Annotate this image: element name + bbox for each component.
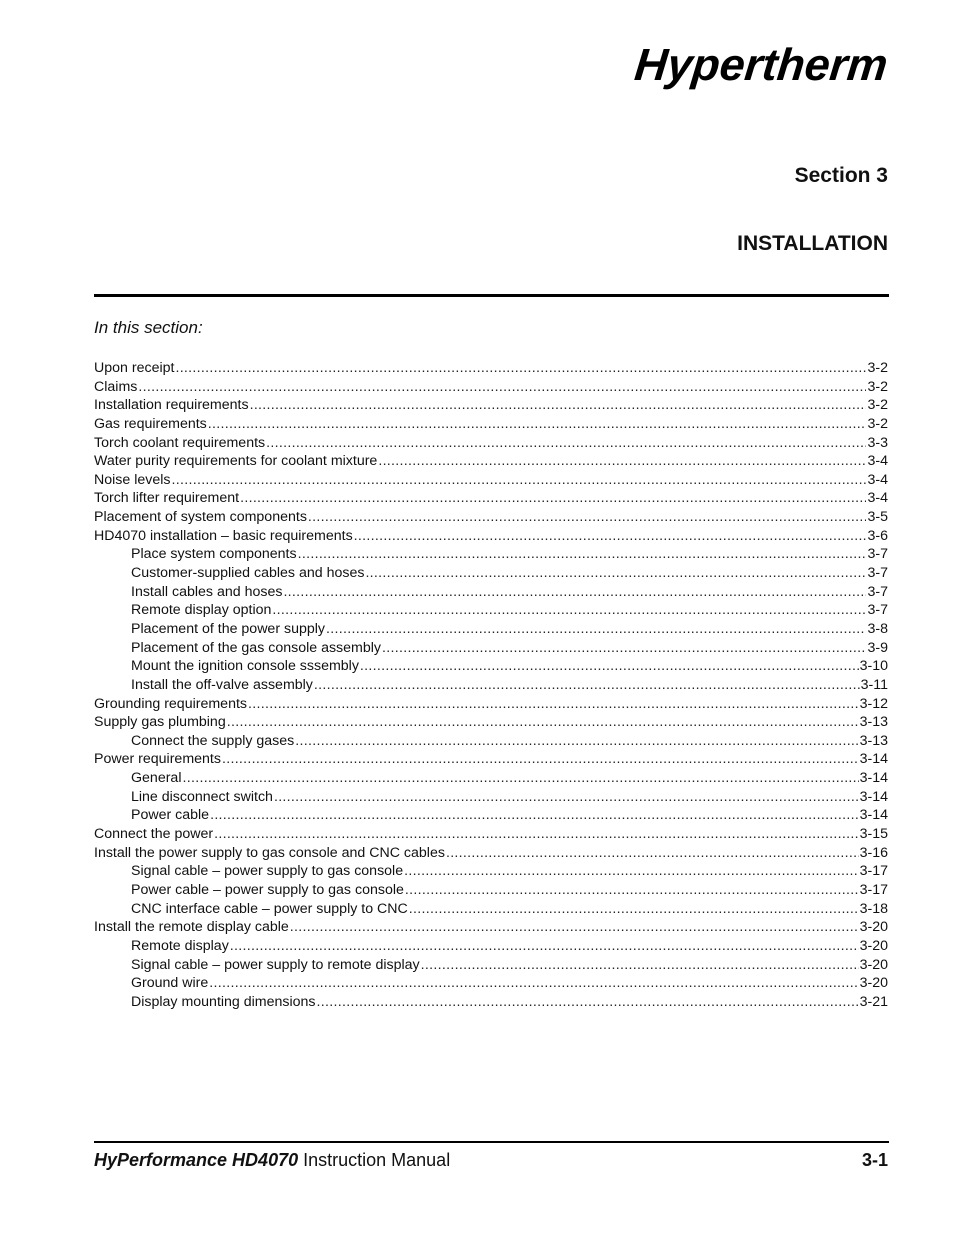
toc-dot-leader bbox=[214, 825, 859, 844]
toc-entry-title: Torch lifter requirement bbox=[94, 490, 240, 507]
toc-entry-title: Signal cable – power supply to gas console bbox=[131, 863, 404, 880]
toc-entry-title: Placement of the gas console assembly bbox=[131, 639, 381, 656]
toc-entry-title: CNC interface cable – power supply to CNC bbox=[131, 900, 408, 917]
toc-dot-leader bbox=[182, 769, 858, 788]
header-divider bbox=[94, 294, 889, 297]
toc-entry-page: 3-16 bbox=[859, 844, 888, 861]
toc-dot-leader bbox=[409, 900, 859, 919]
toc-entry-page: 3-7 bbox=[867, 565, 888, 582]
toc-entry-title: Signal cable – power supply to remote display bbox=[131, 956, 420, 973]
toc-entry-title: Display mounting dimensions bbox=[131, 993, 316, 1010]
toc-dot-leader bbox=[290, 918, 859, 937]
toc-dot-leader bbox=[446, 844, 859, 863]
toc-entry-page: 3-2 bbox=[867, 378, 888, 395]
toc-entry-page: 3-17 bbox=[859, 863, 888, 880]
toc-entry-title: Power cable – power supply to gas console bbox=[131, 881, 404, 898]
toc-dot-leader bbox=[378, 452, 866, 471]
toc-entry-page: 3-4 bbox=[867, 490, 888, 507]
toc-entry-title: Grounding requirements bbox=[94, 695, 247, 712]
table-of-contents bbox=[94, 359, 888, 1011]
toc-entry[interactable] bbox=[94, 918, 888, 937]
toc-entry-page: 3-10 bbox=[859, 658, 888, 675]
toc-dot-leader bbox=[272, 601, 866, 620]
toc-entry[interactable] bbox=[94, 657, 888, 676]
toc-entry[interactable] bbox=[94, 956, 888, 975]
toc-entry[interactable] bbox=[94, 545, 888, 564]
toc-entry-title: Connect the power bbox=[94, 826, 214, 843]
toc-entry[interactable] bbox=[94, 601, 888, 620]
toc-entry-title: Line disconnect switch bbox=[131, 788, 273, 805]
toc-entry-page: 3-14 bbox=[859, 788, 888, 805]
toc-dot-leader bbox=[405, 881, 859, 900]
toc-entry-title: Install the off-valve assembly bbox=[131, 676, 313, 693]
toc-entry[interactable] bbox=[94, 583, 888, 602]
toc-dot-leader bbox=[240, 489, 866, 508]
toc-dot-leader bbox=[175, 359, 866, 378]
toc-entry-page: 3-4 bbox=[867, 471, 888, 488]
toc-entry-title: Placement of the power supply bbox=[131, 620, 326, 637]
toc-entry-title: Supply gas plumbing bbox=[94, 714, 226, 731]
toc-entry-page: 3-20 bbox=[859, 975, 888, 992]
toc-dot-leader bbox=[295, 732, 858, 751]
toc-dot-leader bbox=[421, 956, 859, 975]
toc-dot-leader bbox=[314, 676, 860, 695]
toc-dot-leader bbox=[138, 378, 866, 397]
toc-entry-page: 3-4 bbox=[867, 453, 888, 470]
toc-entry[interactable] bbox=[94, 471, 888, 490]
footer-manual-label: Instruction Manual bbox=[298, 1150, 451, 1170]
toc-entry-title: Water purity requirements for coolant mixture bbox=[94, 453, 378, 470]
toc-entry[interactable] bbox=[94, 359, 888, 378]
toc-entry-page: 3-9 bbox=[867, 639, 888, 656]
toc-entry[interactable] bbox=[94, 937, 888, 956]
toc-dot-leader bbox=[404, 862, 858, 881]
toc-dot-leader bbox=[248, 695, 859, 714]
toc-entry[interactable] bbox=[94, 508, 888, 527]
toc-dot-leader bbox=[172, 471, 867, 490]
toc-dot-leader bbox=[230, 937, 859, 956]
toc-dot-leader bbox=[208, 415, 867, 434]
toc-entry[interactable] bbox=[94, 415, 888, 434]
toc-entry-title: Customer-supplied cables and hoses bbox=[131, 565, 365, 582]
chapter-title: INSTALLATION bbox=[737, 232, 888, 255]
toc-dot-leader bbox=[250, 396, 867, 415]
toc-entry[interactable] bbox=[94, 396, 888, 415]
toc-dot-leader bbox=[210, 806, 859, 825]
toc-dot-leader bbox=[326, 620, 866, 639]
toc-entry-title: Ground wire bbox=[131, 975, 209, 992]
toc-dot-leader bbox=[209, 974, 858, 993]
toc-entry[interactable] bbox=[94, 639, 888, 658]
toc-entry[interactable] bbox=[94, 620, 888, 639]
toc-entry-page: 3-3 bbox=[867, 434, 888, 451]
toc-entry-title: Install the power supply to gas console and CNC cables bbox=[94, 844, 445, 861]
toc-entry[interactable] bbox=[94, 862, 888, 881]
toc-dot-leader bbox=[382, 639, 866, 658]
toc-entry-page: 3-7 bbox=[867, 546, 888, 563]
toc-entry[interactable] bbox=[94, 489, 888, 508]
toc-entry[interactable] bbox=[94, 676, 888, 695]
toc-entry-page: 3-2 bbox=[867, 360, 888, 376]
toc-dot-leader bbox=[308, 508, 867, 527]
toc-entry-title: Upon receipt bbox=[94, 360, 175, 376]
toc-entry-page: 3-14 bbox=[859, 770, 888, 787]
toc-dot-leader bbox=[222, 750, 859, 769]
toc-entry-title: Install cables and hoses bbox=[131, 583, 283, 600]
footer-page-number: 3-1 bbox=[861, 1150, 888, 1170]
toc-entry-title: Power requirements bbox=[94, 751, 221, 768]
toc-entry-page: 3-21 bbox=[859, 993, 888, 1010]
section-number: Section 3 bbox=[794, 164, 888, 187]
toc-entry-page: 3-5 bbox=[867, 509, 888, 526]
toc-entry[interactable] bbox=[94, 993, 888, 1012]
toc-dot-leader bbox=[317, 993, 859, 1012]
toc-entry-title: General bbox=[131, 770, 182, 787]
toc-entry[interactable] bbox=[94, 695, 888, 714]
toc-entry-title: Connect the supply gases bbox=[131, 732, 295, 749]
toc-entry-title: Mount the ignition console sssembly bbox=[131, 658, 359, 675]
toc-entry[interactable] bbox=[94, 769, 888, 788]
toc-entry-page: 3-20 bbox=[859, 956, 888, 973]
toc-entry-page: 3-11 bbox=[860, 676, 888, 693]
toc-entry-title: Gas requirements bbox=[94, 415, 207, 432]
toc-entry-title: Power cable bbox=[131, 807, 210, 824]
toc-dot-leader bbox=[360, 657, 859, 676]
toc-entry-page: 3-13 bbox=[859, 714, 888, 731]
toc-entry-page: 3-20 bbox=[859, 937, 888, 954]
toc-entry[interactable] bbox=[94, 806, 888, 825]
footer-product-name: HyPerformance HD4070 bbox=[94, 1150, 299, 1170]
toc-entry[interactable] bbox=[94, 881, 888, 900]
toc-entry[interactable] bbox=[94, 844, 888, 863]
toc-entry-title: Installation requirements bbox=[94, 397, 249, 414]
toc-entry[interactable] bbox=[94, 527, 888, 546]
toc-entry-page: 3-13 bbox=[859, 732, 888, 749]
toc-entry-title: Install the remote display cable bbox=[94, 919, 289, 936]
toc-entry-title: Place system components bbox=[131, 546, 297, 563]
toc-entry-title: HD4070 installation – basic requirements bbox=[94, 527, 353, 544]
footer-manual-title bbox=[94, 1150, 450, 1171]
toc-entry[interactable] bbox=[94, 825, 888, 844]
toc-entry-page: 3-7 bbox=[867, 602, 888, 619]
toc-entry-page: 3-7 bbox=[867, 583, 888, 600]
in-this-section-label: In this section: bbox=[94, 318, 203, 337]
toc-entry-page: 3-17 bbox=[859, 881, 888, 898]
toc-entry[interactable] bbox=[94, 788, 888, 807]
toc-dot-leader bbox=[274, 788, 859, 807]
toc-entry-page: 3-8 bbox=[867, 620, 888, 637]
toc-entry-page: 3-6 bbox=[867, 527, 888, 544]
hypertherm-logo: Hypertherm bbox=[632, 39, 891, 90]
toc-dot-leader bbox=[298, 545, 867, 564]
toc-entry[interactable] bbox=[94, 378, 888, 397]
toc-entry[interactable] bbox=[94, 564, 888, 583]
toc-entry-title: Remote display bbox=[131, 937, 229, 954]
toc-entry-title: Placement of system components bbox=[94, 509, 307, 526]
toc-entry-page: 3-2 bbox=[867, 397, 888, 414]
toc-entry-title: Noise levels bbox=[94, 471, 171, 488]
toc-dot-leader bbox=[283, 583, 866, 602]
toc-entry-page: 3-14 bbox=[859, 751, 888, 768]
toc-entry[interactable] bbox=[94, 713, 888, 732]
toc-entry-title: Claims bbox=[94, 378, 138, 395]
toc-entry-page: 3-20 bbox=[859, 919, 888, 936]
toc-entry[interactable] bbox=[94, 900, 888, 919]
toc-entry[interactable] bbox=[94, 974, 888, 993]
toc-dot-leader bbox=[266, 434, 866, 453]
toc-entry-page: 3-14 bbox=[859, 807, 888, 824]
toc-entry[interactable] bbox=[94, 434, 888, 453]
toc-entry-title: Torch coolant requirements bbox=[94, 434, 266, 451]
toc-dot-leader bbox=[365, 564, 866, 583]
toc-entry[interactable] bbox=[94, 732, 888, 751]
footer-divider bbox=[94, 1141, 889, 1143]
toc-dot-leader bbox=[227, 713, 859, 732]
toc-entry-page: 3-18 bbox=[859, 900, 888, 917]
toc-entry[interactable] bbox=[94, 750, 888, 769]
toc-entry-page: 3-2 bbox=[867, 415, 888, 432]
toc-entry[interactable] bbox=[94, 452, 888, 471]
toc-entry-title: Remote display option bbox=[131, 602, 272, 619]
toc-entry-page: 3-15 bbox=[859, 826, 888, 843]
toc-dot-leader bbox=[354, 527, 867, 546]
toc-entry-page: 3-12 bbox=[859, 695, 888, 712]
